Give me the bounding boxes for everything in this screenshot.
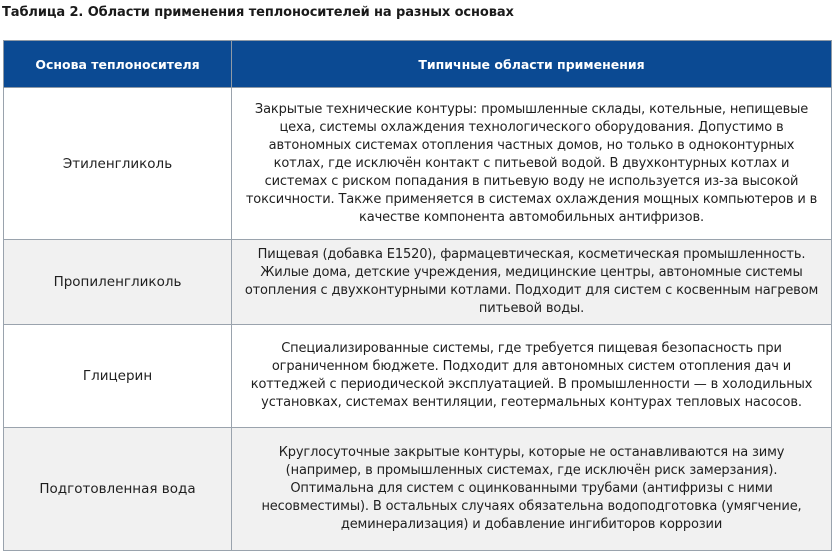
applications-cell: Пищевая (добавка Е1520), фармацевтическая, косметическая промышленность. Жилые дома, детские учреждения, медицинские центры, автономные системы отопления с двухконтурными котлами. Подходит для систем с косвенным нагревом питьевой воды. [232,240,832,325]
coolant-applications-table [3,40,832,551]
applications-cell: Круглосуточные закрытые контуры, которые не останавливаются на зиму (например, в промышленных системах, где исключён риск замерзания). Оптимальна для систем с оцинкованными трубами (антифризы с ними несовместимы). В остальных случаях обязательна водоподготовка (умягчение, деминерализация) и добавление ингибиторов коррозии [232,428,832,551]
table-caption: Таблица 2. Области применения теплоносителей на разных основах [2,5,514,20]
table-header-row [4,41,832,88]
coolant-name-cell: Подготовленная вода [4,428,232,551]
applications-cell: Специализированные системы, где требуется пищевая безопасность при ограниченном бюджете. Подходит для автономных систем отопления дач и коттеджей с периодической эксплуатацией. В промышленности — в холодильных установках, системах вентиляции, геотермальных контурах тепловых насосов. [232,325,832,428]
coolant-name-cell: Глицерин [4,325,232,428]
applications-cell: Закрытые технические контуры: промышленные склады, котельные, непищевые цеха, системы охлаждения технологического оборудования. Допустимо в автономных системах отопления частных домов, но только в одноконтурных котлах, где исключён контакт с питьевой водой. В двухконтурных котлах и системах с риском попадания в питьевую воду не используется из-за высокой токсичности. Также применяется в системах охлаждения мощных компьютеров и в качестве компонента автомобильных антифризов. [232,88,832,240]
column-header-applications: Типичные области применения [232,41,832,88]
table-row [4,325,832,428]
table-row [4,240,832,325]
coolant-name-cell: Пропиленгликоль [4,240,232,325]
column-header-base: Основа теплоносителя [4,41,232,88]
coolant-name-cell: Этиленгликоль [4,88,232,240]
table-row [4,88,832,240]
table-row [4,428,832,551]
